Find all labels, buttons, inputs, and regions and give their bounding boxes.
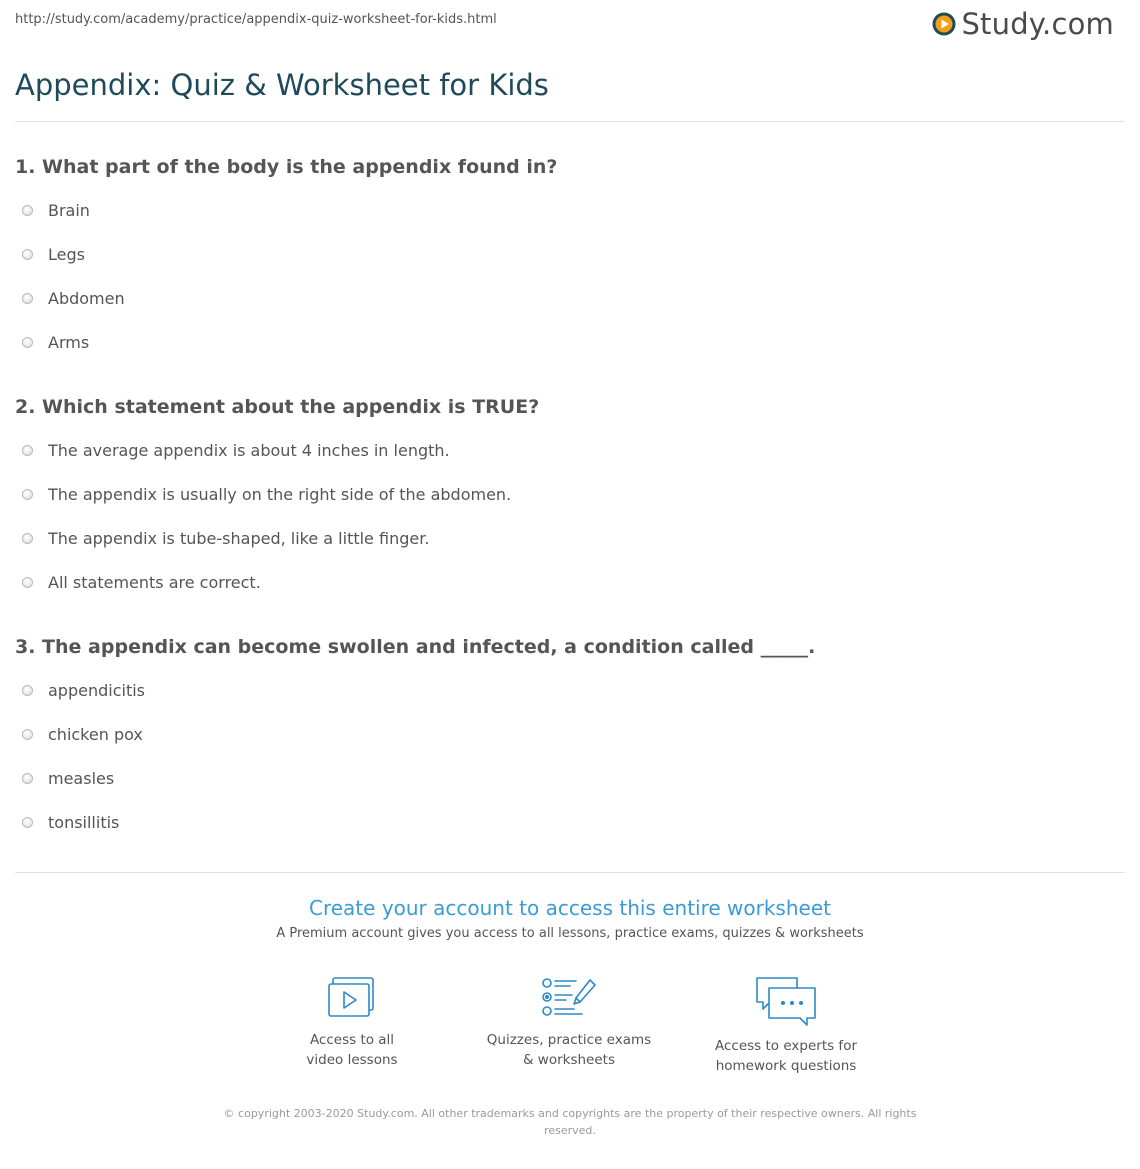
study-logo[interactable] [931,6,1114,42]
feature-label-line: Access to all [309,1032,395,1048]
radio-button-icon[interactable] [22,337,33,348]
feature-label [252,1030,452,1070]
page-url: http://study.com/academy/practice/appendix-quiz-worksheet-for-kids.html [15,12,497,27]
feature-video-lessons [252,975,452,1070]
feature-quizzes [469,975,669,1070]
radio-button-icon[interactable] [22,729,33,740]
question-3-options [22,668,145,844]
answer-label: Legs [48,244,85,264]
create-account-link[interactable]: Create your account to access this entire worksheet [309,896,831,920]
radio-button-icon[interactable] [22,685,33,696]
page-title: Appendix: Quiz & Worksheet for Kids [15,68,549,102]
answer-option[interactable] [22,800,145,844]
answer-label: tonsillitis [48,812,120,832]
radio-button-icon[interactable] [22,817,33,828]
radio-button-icon[interactable] [22,249,33,260]
question-1-options [22,188,125,364]
feature-label-line: homework questions [715,1058,857,1074]
copyright-line: reserved. [544,1124,596,1137]
feature-label-line: Access to experts for [714,1038,857,1054]
answer-option[interactable] [22,428,511,472]
cta-subtitle: A Premium account gives you access to all lessons, practice exams, quizzes & worksheets [276,926,864,941]
feature-label-line: video lessons [306,1052,398,1068]
answer-label: Abdomen [48,288,125,308]
copyright-line: © copyright 2003-2020 Study.com. All other trademarks and copyrights are the property of their respective owners. All rights [223,1107,917,1120]
answer-option[interactable] [22,516,511,560]
answer-label: measles [48,768,115,788]
feature-label [686,1036,886,1076]
radio-button-icon[interactable] [22,205,33,216]
video-lessons-icon [325,975,379,1021]
copyright-notice [215,1105,925,1139]
answer-option[interactable] [22,668,145,712]
answer-label: appendicitis [48,680,145,700]
logo-text: Study.com [961,7,1114,41]
study-logo-icon [931,11,957,37]
chat-bubbles-icon [754,975,818,1027]
question-2-text: 2. Which statement about the appendix is TRUE? [15,396,540,418]
feature-label-line: Quizzes, practice exams [486,1032,652,1048]
answer-label: The appendix is usually on the right side of the abdomen. [48,484,512,504]
answer-label: The average appendix is about 4 inches in length. [48,440,450,460]
radio-button-icon[interactable] [22,489,33,500]
question-3-text: 3. The appendix can become swollen and infected, a condition called _____. [15,636,816,658]
title-divider [15,121,1125,122]
answer-label: Arms [48,332,90,352]
answer-option[interactable] [22,188,125,232]
answer-option[interactable] [22,472,511,516]
answer-option[interactable] [22,320,125,364]
answer-option[interactable] [22,560,511,604]
radio-button-icon[interactable] [22,445,33,456]
feature-experts [686,975,886,1076]
answer-label: chicken pox [48,724,143,744]
answer-option[interactable] [22,756,145,800]
quiz-checklist-icon [540,975,598,1021]
radio-button-icon[interactable] [22,577,33,588]
feature-label-line: & worksheets [522,1052,615,1068]
cta-divider [15,872,1125,873]
answer-label: All statements are correct. [48,572,261,592]
answer-option[interactable] [22,276,125,320]
answer-label: Brain [48,200,90,220]
radio-button-icon[interactable] [22,533,33,544]
question-2-options [22,428,511,604]
radio-button-icon[interactable] [22,773,33,784]
answer-option[interactable] [22,232,125,276]
radio-button-icon[interactable] [22,293,33,304]
question-1-text: 1. What part of the body is the appendix found in? [15,156,558,178]
answer-label: The appendix is tube-shaped, like a little finger. [48,528,430,548]
feature-label [469,1030,669,1070]
answer-option[interactable] [22,712,145,756]
